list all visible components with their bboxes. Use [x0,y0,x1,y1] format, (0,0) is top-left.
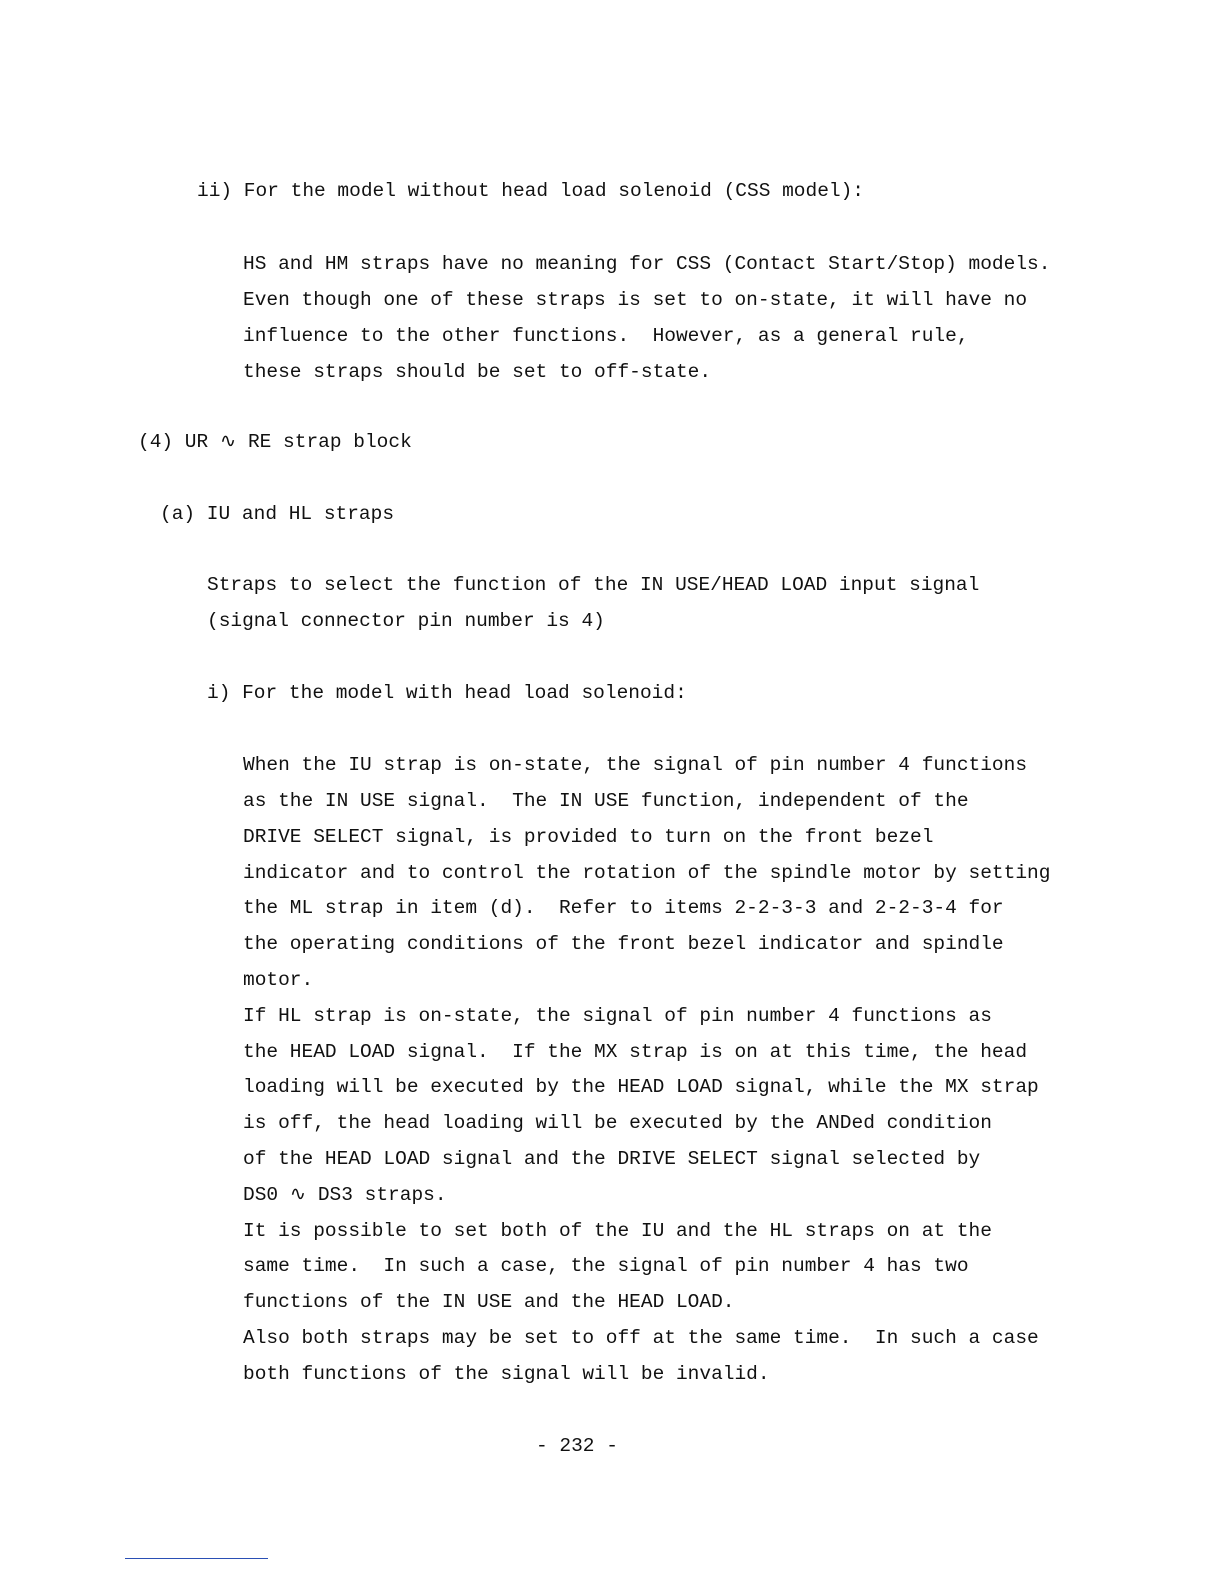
subsection-ii-heading: ii) For the model without head load solenoid (CSS model): [197,180,865,202]
body-line: of the HEAD LOAD signal and the DRIVE SELECT signal selected by [243,1148,981,1170]
body-line: the operating conditions of the front bezel indicator and spindle [243,933,1004,955]
body-line: DRIVE SELECT signal, is provided to turn on the front bezel [243,826,934,848]
body-line: loading will be executed by the HEAD LOAD signal, while the MX strap [243,1076,1039,1098]
subsection-i-heading: i) For the model with head load solenoid: [207,682,687,704]
section-4-heading: (4) UR ∿ RE strap block [138,431,412,453]
intro-line: (signal connector pin number is 4) [207,610,605,632]
body-line: these straps should be set to off-state. [243,361,712,383]
body-line: same time. In such a case, the signal of pin number 4 has two [243,1255,969,1277]
page-number: - 232 - [536,1435,618,1457]
body-line: motor. [243,969,314,991]
body-line: as the IN USE signal. The IN USE function, independent of the [243,790,969,812]
body-line: If HL strap is on-state, the signal of pin number 4 functions as [243,1005,992,1027]
body-line: indicator and to control the rotation of the spindle motor by setting [243,862,1051,884]
body-line: influence to the other functions. However, as a general rule, [243,325,969,347]
body-line: Even though one of these straps is set to on-state, it will have no [243,289,1028,311]
body-line: both functions of the signal will be invalid. [243,1363,770,1385]
body-line: When the IU strap is on-state, the signal of pin number 4 functions [243,754,1028,776]
body-line: the ML strap in item (d). Refer to items 2-2-3-3 and 2-2-3-4 for [243,897,1004,919]
body-line: It is possible to set both of the IU and the HL straps on at the [243,1220,992,1242]
body-line: functions of the IN USE and the HEAD LOAD. [243,1291,735,1313]
section-a-heading: (a) IU and HL straps [160,503,395,525]
footnote-rule [125,1558,268,1559]
body-line: is off, the head loading will be executed by the ANDed condition [243,1112,992,1134]
body-line: the HEAD LOAD signal. If the MX strap is on at this time, the head [243,1041,1028,1063]
intro-line: Straps to select the function of the IN USE/HEAD LOAD input signal [207,574,980,596]
body-line: HS and HM straps have no meaning for CSS (Contact Start/Stop) models. [243,253,1051,275]
body-line: Also both straps may be set to off at the same time. In such a case [243,1327,1039,1349]
body-line: DS0 ∿ DS3 straps. [243,1184,447,1206]
